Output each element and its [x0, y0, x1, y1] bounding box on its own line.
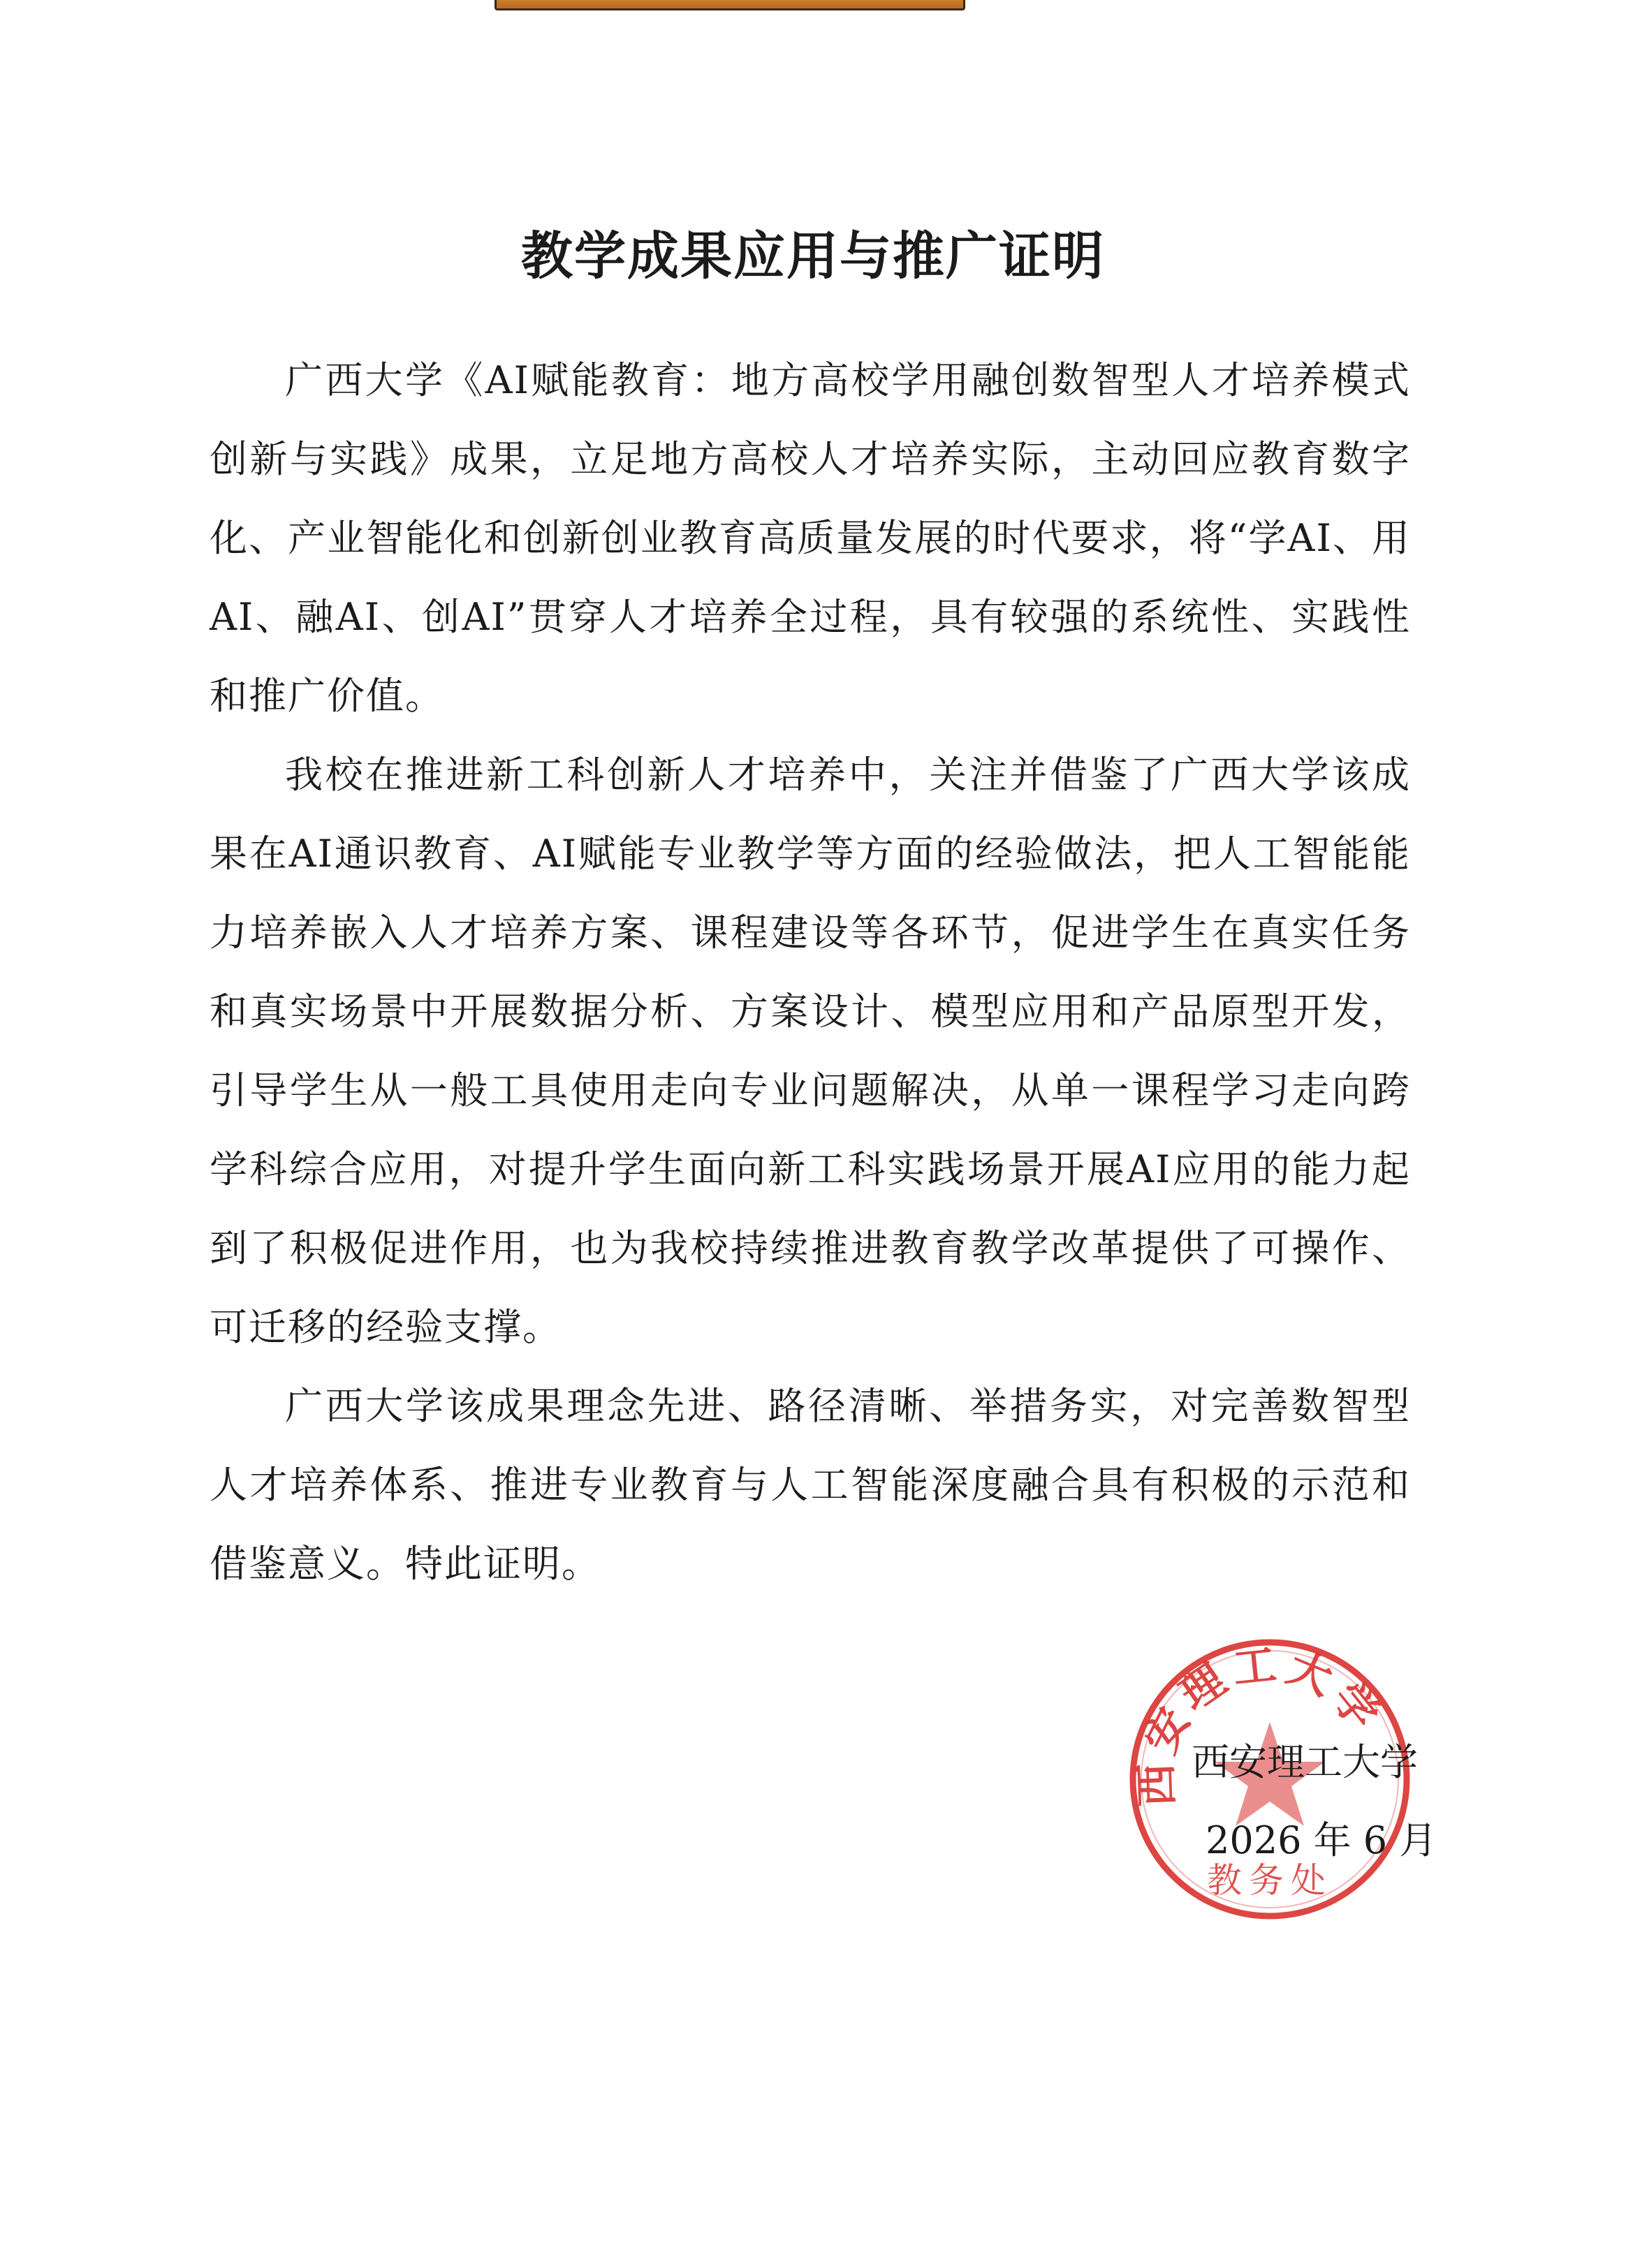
seal-ring-text: 西安理工大学: [1129, 1638, 1393, 1808]
signature-block: [1192, 1740, 1583, 1863]
paragraph-3: 广西大学该成果理念先进、路径清晰、举措务实，对完善数智型人才培养体系、推进专业教育与人工智能深度融合具有积极的示范和借鉴意义。特此证明。: [210, 1384, 1411, 1586]
paragraph-2: 我校在推进新工科创新人才培养中，关注并借鉴了广西大学该成果在AI通识教育、AI赋能专业教学等方面的经验做法，把人工智能能力培养嵌入人才培养方案、课程建设等各环节，促进学生在真实任务和真实场景中开展数据分析、方案设计、模型应用和产品原型开发，引导学生从一般工具使用走向专业问题解决，从单一课程学习走向跨学科综合应用，对提升学生面向新工科实践场景开展AI应用的能力起到了积极促进作用，也为我校持续推进教育教学改革提供了可操作、可迁移的经验支撑。: [210, 753, 1411, 1349]
signature-date: 2026 年 6 月: [1206, 1818, 1437, 1862]
document-title: 教学成果应用与推广证明: [521, 226, 1105, 286]
paragraph-1: 广西大学《AI赋能教育：地方高校学用融创数智型人才培养模式创新与实践》成果，立足地方高校人才培养实际，主动回应教育数字化、产业智能化和创新创业教育高质量发展的时代要求，将“学AI、用AI、融AI、创AI”贯穿人才培养全过程，具有较强的系统性、实践性和推广价值。: [210, 358, 1411, 718]
document-body: [210, 341, 1411, 1603]
seal-bottom-text: 教务处: [1207, 1860, 1333, 1901]
signature-unit: 西安理工大学: [1192, 1740, 1418, 1784]
top-tab-decoration: [495, 0, 965, 10]
